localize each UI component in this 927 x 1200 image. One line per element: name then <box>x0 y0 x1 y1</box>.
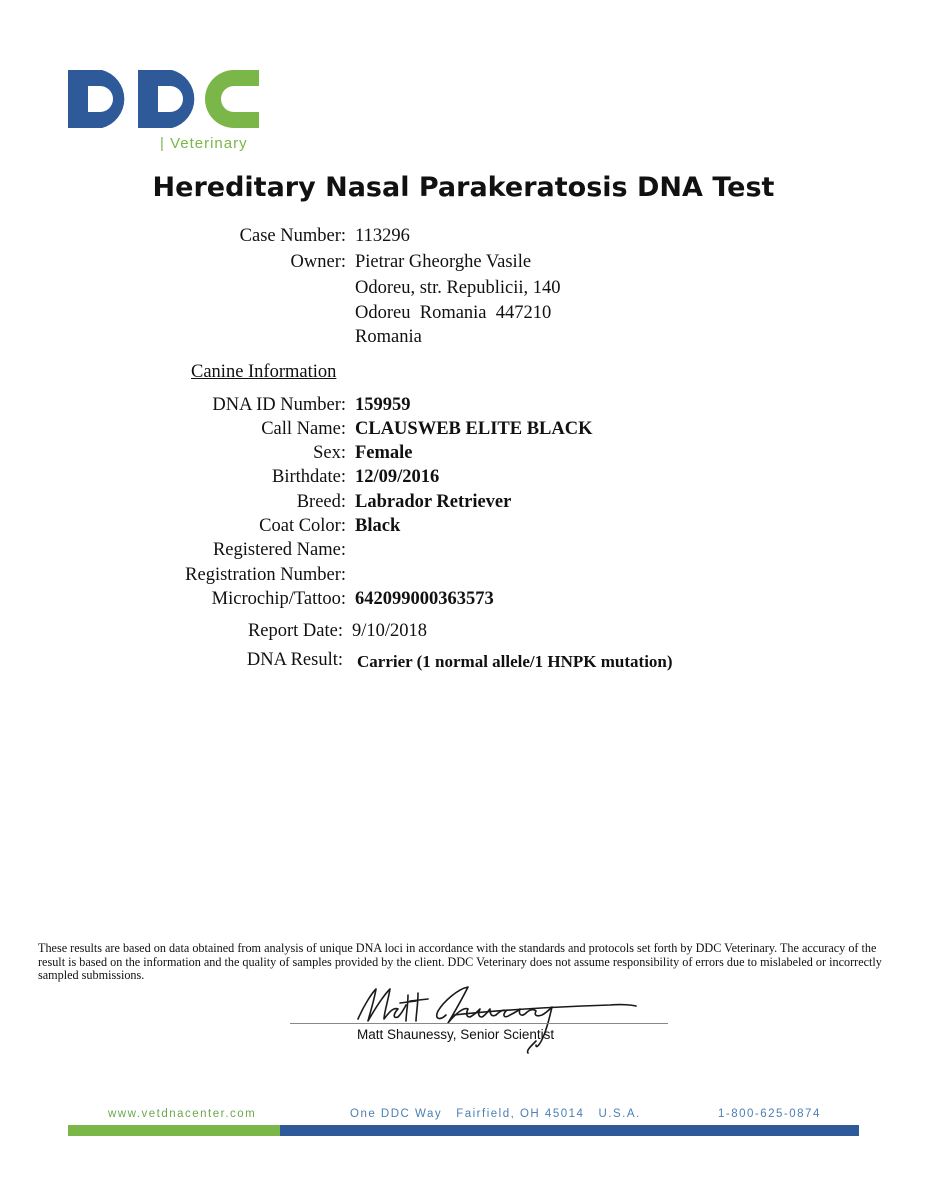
owner-name: Pietrar Gheorghe Vasile <box>355 252 532 272</box>
breed-label: Breed: <box>296 492 346 512</box>
report-date-value: 9/10/2018 <box>352 621 428 641</box>
birthdate-label: Birthdate: <box>272 467 346 487</box>
dna-result-row <box>0 650 927 674</box>
signer-name: Matt Shaunessy, Senior Scientist <box>357 1027 555 1042</box>
registered-name-label: Registered Name: <box>212 540 346 560</box>
case-number-label: Case Number: <box>239 226 346 246</box>
registered-name-row <box>0 540 927 564</box>
microchip-row <box>0 589 927 613</box>
owner-row <box>0 252 927 276</box>
call-name-label: Call Name: <box>261 419 346 439</box>
logo-letter-d1 <box>68 70 124 128</box>
handwritten-signature <box>350 975 640 1055</box>
birthdate-row <box>0 467 927 491</box>
footer-bar-blue <box>280 1125 859 1136</box>
document-title: Hereditary Nasal Parakeratosis DNA Test <box>152 172 775 203</box>
disclaimer-text: These results are based on data obtained from analysis of unique DNA loci in accordance with the standards and protocols set forth by DDC Veterinary. The accuracy of the result is based on the information and the quality of samples provided by the client. DDC Veterinary does not assume responsibility of errors due to mislabeled or incorrectly sampled submissions. <box>38 941 882 982</box>
owner-country: Romania <box>355 327 422 347</box>
signature-line <box>290 1023 668 1024</box>
microchip-value: 642099000363573 <box>355 589 494 609</box>
sex-row <box>0 443 927 467</box>
logo-letter-d2 <box>138 70 194 128</box>
owner-street: Odoreu, str. Republicii, 140 <box>355 278 561 298</box>
birthdate-value: 12/09/2016 <box>355 467 440 487</box>
breed-row <box>0 492 927 516</box>
case-number-value: 113296 <box>355 226 410 246</box>
microchip-label: Microchip/Tattoo: <box>211 589 346 609</box>
logo-subtitle: | Veterinary <box>160 135 248 152</box>
dna-id-row <box>0 395 927 419</box>
sex-label: Sex: <box>313 443 346 463</box>
report-date-label: Report Date: <box>247 621 343 641</box>
logo-letter-c <box>205 70 259 128</box>
call-name-row <box>0 419 927 443</box>
owner-label: Owner: <box>290 252 346 272</box>
canine-info-heading: Canine Information <box>191 362 337 382</box>
footer-address: One DDC Way Fairfield, OH 45014 U.S.A. <box>350 1108 641 1120</box>
dna-id-value: 159959 <box>355 395 411 415</box>
call-name-value: CLAUSWEB ELITE BLACK <box>355 419 593 439</box>
registration-number-row <box>0 565 927 589</box>
coat-color-value: Black <box>355 516 401 536</box>
footer-phone: 1-800-625-0874 <box>718 1108 821 1120</box>
owner-city: Odoreu Romania 447210 <box>355 303 552 323</box>
owner-city-row <box>0 303 927 327</box>
registration-number-label: Registration Number: <box>185 565 346 585</box>
coat-color-label: Coat Color: <box>259 516 346 536</box>
report-date-row <box>0 621 927 645</box>
dna-result-value: Carrier (1 normal allele/1 HNPK mutation) <box>357 652 673 671</box>
owner-address-row <box>0 278 927 302</box>
breed-value: Labrador Retriever <box>355 492 512 512</box>
sex-value: Female <box>355 443 413 463</box>
dna-result-label: DNA Result: <box>246 650 343 670</box>
owner-country-row <box>0 327 927 351</box>
dna-id-label: DNA ID Number: <box>212 395 346 415</box>
footer-bar-green <box>68 1125 280 1136</box>
footer-website: www.vetdnacenter.com <box>108 1108 257 1120</box>
case-number-row <box>0 226 927 250</box>
coat-color-row <box>0 516 927 540</box>
